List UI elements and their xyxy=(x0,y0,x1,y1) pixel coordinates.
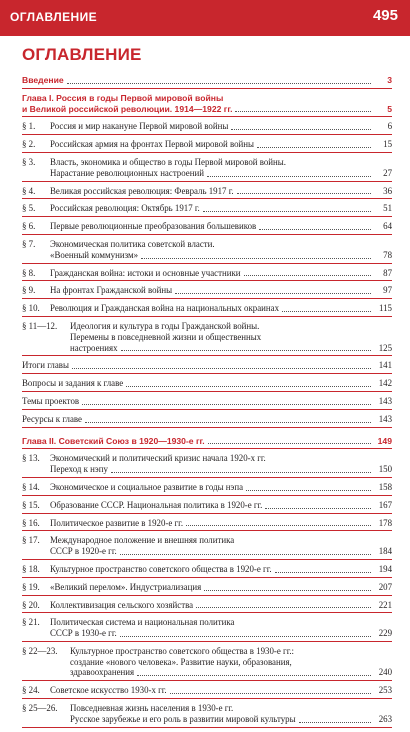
section-number: § 8. xyxy=(22,267,36,278)
dot-leader xyxy=(204,590,371,591)
section-number: § 6. xyxy=(22,221,36,232)
section-number: § 1. xyxy=(22,121,36,132)
page-ref: 158 xyxy=(378,481,392,492)
dot-leader xyxy=(141,258,371,259)
divider xyxy=(22,641,392,642)
dot-leader xyxy=(259,229,371,230)
page-ref: 5 xyxy=(387,103,392,114)
toc-entry[interactable] xyxy=(22,414,392,425)
divider xyxy=(22,88,392,89)
page-ref: 167 xyxy=(378,499,392,510)
toc-entry[interactable] xyxy=(22,75,392,86)
entry-title xyxy=(50,303,374,314)
dot-leader xyxy=(120,636,371,637)
dot-leader xyxy=(235,111,371,112)
entry-title xyxy=(50,168,374,179)
page-ref: 142 xyxy=(378,378,392,389)
page-ref: 51 xyxy=(383,203,392,214)
entry-title xyxy=(50,482,374,493)
entry-text: На фронтах Гражданской войны xyxy=(50,285,173,296)
section-number: § 17. xyxy=(22,535,40,546)
entry-title xyxy=(50,268,374,279)
section-number: § 21. xyxy=(22,617,40,628)
toc-entry[interactable] xyxy=(22,518,392,529)
toc-entry[interactable] xyxy=(22,464,392,475)
page-ref: 3 xyxy=(387,75,392,85)
entry-text: здравоохранения xyxy=(70,667,135,678)
entry-text: Введение xyxy=(22,75,64,85)
page-ref: 125 xyxy=(378,342,392,353)
entry-text: Культурное пространство советского общества в 1920-е гг. xyxy=(50,563,272,574)
dot-leader xyxy=(67,83,371,84)
divider xyxy=(22,698,392,699)
entry-text: Ресурсы к главе xyxy=(22,413,82,424)
entry-text: Переход к нэпу xyxy=(50,464,108,475)
divider xyxy=(22,391,392,392)
page-ref: 87 xyxy=(383,267,392,278)
entry-title xyxy=(50,546,374,557)
section-number: § 9. xyxy=(22,285,36,296)
section-number: § 11—12. xyxy=(22,320,58,331)
page-ref: 115 xyxy=(379,303,392,314)
dot-leader xyxy=(231,129,371,130)
dot-leader xyxy=(121,350,371,351)
divider xyxy=(22,234,392,235)
toc-entry[interactable] xyxy=(22,378,392,389)
page-ref: 240 xyxy=(378,667,392,678)
dot-leader xyxy=(186,525,371,526)
entry-text: «Великий перелом». Индустриализация xyxy=(50,581,202,592)
dot-leader xyxy=(246,490,371,491)
entry-title xyxy=(22,436,374,447)
section-number: § 3. xyxy=(22,156,36,167)
section-number: § 25—26. xyxy=(22,703,58,714)
section-number: § 5. xyxy=(22,203,36,214)
dot-leader xyxy=(82,404,371,405)
divider xyxy=(22,316,392,317)
toc-entry[interactable] xyxy=(22,667,392,678)
page-ref: 149 xyxy=(377,435,392,446)
divider xyxy=(22,427,392,428)
page-ref: 263 xyxy=(378,713,392,724)
toc-entry[interactable] xyxy=(22,221,392,232)
toc-entry[interactable] xyxy=(22,617,392,628)
divider xyxy=(22,152,392,153)
page-ref: 143 xyxy=(378,395,392,406)
dot-leader xyxy=(282,311,371,312)
entry-text: Гражданская война: истоки и основные участники xyxy=(50,267,241,278)
divider xyxy=(22,559,392,560)
page-ref: 78 xyxy=(383,249,392,260)
divider xyxy=(22,280,392,281)
entry-title xyxy=(22,75,374,86)
entry-title xyxy=(50,250,374,261)
entry-title: Идеология и культура в годы Гражданской войны. xyxy=(70,320,260,331)
entry-title xyxy=(50,186,374,197)
entry-text: настроениях xyxy=(70,342,118,353)
entry-text: Первые революционные преобразования большевиков xyxy=(50,221,257,232)
toc-entry[interactable] xyxy=(22,657,392,668)
entry-title xyxy=(70,714,374,725)
entry-title: создание «нового человека». Развитие науки, образования, xyxy=(70,656,292,667)
entry-title xyxy=(70,343,374,354)
entry-text: Глава II. Советский Союз в 1920—1930-е гг. xyxy=(22,435,205,446)
page-ref: 36 xyxy=(383,185,392,196)
divider xyxy=(22,263,392,264)
toc-entry[interactable] xyxy=(22,203,392,214)
divider xyxy=(22,216,392,217)
entry-text: Россия и мир накануне Первой мировой войны xyxy=(50,121,229,132)
page-ref: 27 xyxy=(383,167,392,178)
divider xyxy=(22,612,392,613)
entry-text: Революция и Гражданская война на национальных окраинах xyxy=(50,303,280,314)
dot-leader xyxy=(237,193,371,194)
entry-title xyxy=(50,221,374,232)
entry-title xyxy=(50,139,374,150)
toc-entry[interactable] xyxy=(22,482,392,493)
section-title: ОГЛАВЛЕНИЕ xyxy=(10,10,98,24)
page-ref: 6 xyxy=(387,121,392,132)
page-ref: 97 xyxy=(383,285,392,296)
divider xyxy=(22,448,392,449)
entry-text: Политическое развитие в 1920-е гг. xyxy=(50,517,184,528)
entry-title xyxy=(70,667,374,678)
entry-text: Итоги главы xyxy=(22,360,69,371)
section-number: § 22—23. xyxy=(22,645,58,656)
dot-leader xyxy=(175,293,371,294)
section-number: § 10. xyxy=(22,303,40,314)
section-number: § 7. xyxy=(22,238,36,249)
page-ref: 184 xyxy=(378,546,392,557)
entry-title xyxy=(22,378,374,389)
divider xyxy=(22,355,392,356)
toc-entry[interactable] xyxy=(22,104,392,115)
entry-text: и Великой российской революции. 1914—1922 гг. xyxy=(22,103,233,114)
dot-leader xyxy=(265,508,371,509)
entry-text: Русское зарубежье и его роль в развитии мировой культуры xyxy=(70,713,296,724)
toc-entry[interactable] xyxy=(22,582,392,593)
section-number: § 24. xyxy=(22,685,40,696)
page-ref: 64 xyxy=(383,221,392,232)
dot-leader xyxy=(196,607,371,608)
toc-entry[interactable] xyxy=(22,535,392,546)
dot-leader xyxy=(207,176,371,177)
divider xyxy=(22,116,392,117)
dot-leader xyxy=(120,554,371,555)
dot-leader xyxy=(72,368,371,369)
page-ref: 141 xyxy=(378,360,392,371)
dot-leader xyxy=(299,722,371,723)
toc-entry[interactable] xyxy=(22,546,392,557)
divider xyxy=(22,477,392,478)
divider xyxy=(22,409,392,410)
dot-leader xyxy=(244,275,371,276)
entry-title xyxy=(50,582,374,593)
dot-leader xyxy=(126,386,371,387)
dot-leader xyxy=(208,443,371,444)
toc-entry[interactable] xyxy=(22,239,392,250)
entry-text: СССР в 1920-е гг. xyxy=(50,546,117,557)
toc-entry[interactable] xyxy=(22,453,392,464)
entry-text: «Военный коммунизм» xyxy=(50,249,139,260)
chapter-title: Глава I. Россия в годы Первой мировой войны xyxy=(22,92,224,103)
entry-title xyxy=(50,203,374,214)
section-number: § 15. xyxy=(22,499,40,510)
toc-entry[interactable] xyxy=(22,500,392,511)
entry-text: Российская армия на фронтах Первой мировой войны xyxy=(50,139,255,150)
page-ref: 207 xyxy=(378,581,392,592)
table-of-contents xyxy=(22,75,392,732)
divider xyxy=(22,134,392,135)
entry-text: Темы проектов xyxy=(22,395,80,406)
divider xyxy=(22,495,392,496)
toc-entry[interactable] xyxy=(22,360,392,371)
page-ref: 221 xyxy=(378,599,392,610)
toc-entry[interactable] xyxy=(22,564,392,575)
entry-title xyxy=(50,685,374,696)
toc-heading: ОГЛАВЛЕНИЕ xyxy=(22,45,142,64)
page-ref: 143 xyxy=(378,413,392,424)
entry-title xyxy=(50,564,374,575)
divider xyxy=(22,530,392,531)
toc-entry[interactable] xyxy=(22,168,392,179)
toc-entry[interactable] xyxy=(22,268,392,279)
toc-entry[interactable] xyxy=(22,703,392,714)
entry-title: Повседневная жизнь населения в 1930-е гг. xyxy=(70,703,234,714)
header-bar xyxy=(0,0,410,36)
divider xyxy=(22,198,392,199)
toc-entry[interactable] xyxy=(22,685,392,696)
section-number: § 19. xyxy=(22,581,40,592)
divider xyxy=(22,373,392,374)
toc-entry[interactable] xyxy=(22,436,392,447)
section-number: § 14. xyxy=(22,481,40,492)
entry-title xyxy=(22,104,374,115)
toc-entry[interactable] xyxy=(22,285,392,296)
dot-leader xyxy=(257,147,371,148)
entry-title xyxy=(50,628,374,639)
entry-text: Экономическое и социальное развитие в годы нэпа xyxy=(50,481,244,492)
dot-leader xyxy=(85,422,371,423)
toc-entry[interactable] xyxy=(22,321,392,332)
toc-entry[interactable] xyxy=(22,332,392,343)
dot-leader xyxy=(170,693,371,694)
toc-entry[interactable] xyxy=(22,303,392,314)
entry-title: Власть, экономика и общество в годы Первой мировой войны. xyxy=(50,156,286,167)
dot-leader xyxy=(275,572,371,573)
page-ref: 253 xyxy=(378,685,392,696)
page-ref: 194 xyxy=(378,563,392,574)
section-number: § 20. xyxy=(22,599,40,610)
dot-leader xyxy=(137,675,371,676)
entry-text: Российская революция: Октябрь 1917 г. xyxy=(50,203,200,214)
entry-text: Советское искусство 1930-х гг. xyxy=(50,685,167,696)
entry-title xyxy=(22,396,374,407)
entry-title xyxy=(22,414,374,425)
divider xyxy=(22,513,392,514)
entry-title xyxy=(50,600,374,611)
divider xyxy=(22,577,392,578)
entry-title xyxy=(50,121,374,132)
entry-title: Культурное пространство советского общества в 1930-е гг.: xyxy=(70,645,295,656)
chapter-heading[interactable] xyxy=(22,93,392,104)
page-ref: 15 xyxy=(383,139,392,150)
entry-title: Экономический и политический кризис начала 1920-х гг. xyxy=(50,453,266,464)
divider xyxy=(22,298,392,299)
toc-entry[interactable] xyxy=(22,714,392,725)
entry-title xyxy=(50,518,374,529)
entry-text: Вопросы и задания к главе xyxy=(22,378,124,389)
entry-title: Экономическая политика советской власти. xyxy=(50,238,215,249)
toc-entry[interactable] xyxy=(22,121,392,132)
divider xyxy=(22,727,392,728)
section-number: § 16. xyxy=(22,517,40,528)
entry-title xyxy=(50,285,374,296)
entry-text: Коллективизация сельского хозяйства xyxy=(50,599,194,610)
dot-leader xyxy=(111,472,371,473)
toc-entry[interactable] xyxy=(22,157,392,168)
entry-text: Образование СССР. Национальная политика в 1920-е гг. xyxy=(50,499,263,510)
entry-title: Перемены в повседневной жизни и общественных xyxy=(70,331,262,342)
entry-title: Политическая система и национальная политика xyxy=(50,617,235,628)
entry-title xyxy=(50,500,374,511)
entry-title: Международное положение и внешняя политика xyxy=(50,535,235,546)
toc-entry[interactable] xyxy=(22,600,392,611)
page-ref: 229 xyxy=(378,628,392,639)
page-ref: 150 xyxy=(378,464,392,475)
divider xyxy=(22,181,392,182)
section-number: § 4. xyxy=(22,185,36,196)
toc-entry[interactable] xyxy=(22,343,392,354)
toc-entry[interactable] xyxy=(22,186,392,197)
page-ref: 178 xyxy=(378,517,392,528)
section-number: § 2. xyxy=(22,139,36,150)
toc-entry[interactable] xyxy=(22,250,392,261)
divider xyxy=(22,680,392,681)
toc-entry[interactable] xyxy=(22,139,392,150)
toc-entry[interactable] xyxy=(22,646,392,657)
toc-entry[interactable] xyxy=(22,396,392,407)
entry-text: СССР в 1930-е гг. xyxy=(50,628,117,639)
dot-leader xyxy=(203,211,371,212)
entry-text: Великая российская революция: Февраль 1917 г. xyxy=(50,185,234,196)
entry-title xyxy=(22,360,374,371)
entry-title xyxy=(50,464,374,475)
section-number: § 18. xyxy=(22,563,40,574)
toc-entry[interactable] xyxy=(22,628,392,639)
section-number: § 13. xyxy=(22,453,40,464)
entry-text: Нарастание революционных настроений xyxy=(50,167,204,178)
page-number: 495 xyxy=(372,7,398,24)
